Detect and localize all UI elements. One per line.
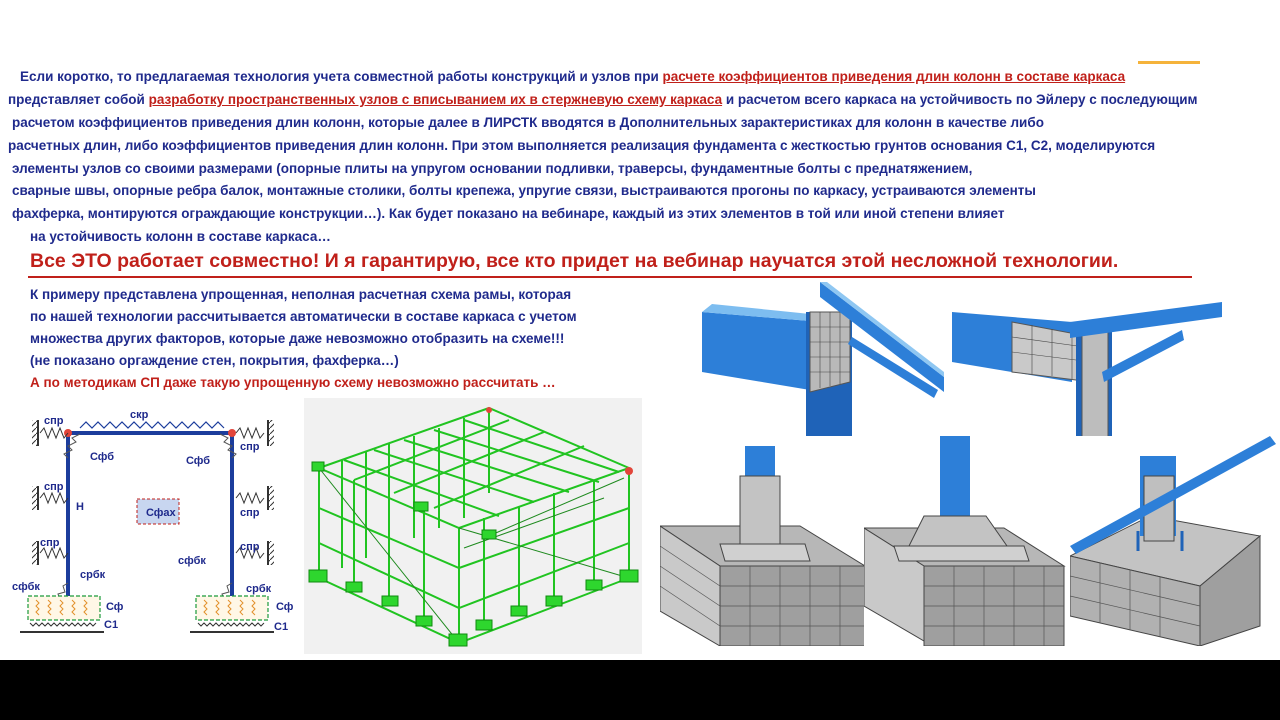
intro-line-1	[20, 68, 1125, 86]
3d-frame-model-image	[304, 398, 642, 654]
example-line-4: (не показано оргаждение стен, покрытия, фахферка…)	[30, 353, 399, 368]
label-c1: С1	[104, 619, 119, 631]
intro-text: представляет собой	[8, 92, 149, 107]
label-c1: С1	[274, 621, 289, 633]
frame-scheme-figure	[0, 398, 300, 660]
headline-underline	[28, 276, 1192, 278]
example-line-1: К примеру представлена упрощенная, неполная расчетная схема рамы, которая	[30, 287, 572, 302]
intro-line-2	[8, 91, 1198, 109]
example-line-2: по нашей технологии рассчитывается автоматически в составе каркаса с учетом	[30, 309, 577, 324]
headline: Все ЭТО работает совместно! И я гарантирую, все кто придет на вебинар научатся этой несложной технологии.	[30, 250, 1119, 272]
intro-line-3: расчетом коэффициентов приведения длин колонн, которые далее в ЛИРСТК вводятся в Дополнительных зарактеристиках для колонн в качестве либо	[12, 115, 1044, 130]
example-line-5: А по методикам СП даже такую упрощенную схему невозможно рассчитать …	[30, 375, 556, 390]
label-sf: Сф	[276, 601, 294, 613]
intro-line-6: сварные швы, опорные ребра балок, монтажные столики, болты крепежа, упругие связи, выстраиваются прогоны по каркасу, устраиваются элементы	[12, 183, 1036, 198]
label-srbk: србк	[246, 583, 272, 595]
label-spr: спр	[44, 481, 64, 493]
intro-line-4: расчетных длин, либо коэффициентов приведения длин колонн. При этом выполняется реализация фундамента с жесткостью грунтов основания С1, С2, моделируются	[8, 138, 1156, 153]
example-line-3: множества других факторов, которые даже невозможно отобразить на схеме!!!	[30, 331, 565, 346]
column-base-image-2	[864, 436, 1070, 646]
label-spr: спр	[240, 541, 260, 553]
label-sfb: Сфб	[90, 451, 115, 463]
label-skr: скр	[130, 409, 149, 421]
label-spr: спр	[240, 507, 260, 519]
beam-column-joint-image-2	[952, 282, 1222, 446]
label-spr: спр	[240, 441, 260, 453]
label-srbk: србк	[80, 569, 106, 581]
label-sfb: Сфб	[186, 455, 211, 467]
label-sfah: Сфах	[146, 507, 176, 519]
label-h: Н	[76, 501, 84, 513]
label-sfbk: сфбк	[178, 555, 206, 567]
label-sf: Сф	[106, 601, 124, 613]
intro-highlight-2: разработку пространственных узлов с вписыванием их в стержневую схему каркаса	[148, 92, 723, 107]
intro-line-8: на устойчивость колонн в составе каркаса…	[30, 229, 331, 244]
beam-column-joint-image-1	[702, 282, 944, 446]
intro-line-5: элементы узлов со своими размерами (опорные плиты на упругом основании подливки, траверсы, фундаментные болты с преднатяжением,	[12, 161, 973, 176]
label-spr: спр	[44, 415, 64, 427]
column-base-image-3	[1070, 436, 1280, 646]
intro-text: Если коротко, то предлагаемая технология учета совместной работы конструкций и узлов при	[20, 69, 663, 84]
column-base-image-1	[660, 436, 865, 646]
label-sfbk: сфбк	[12, 581, 40, 593]
label-spr: спр	[40, 537, 60, 549]
highlight-mark	[1138, 61, 1200, 64]
intro-highlight-1: расчете коэффициентов приведения длин колонн в составе каркаса	[662, 69, 1126, 84]
intro-text: и расчетом всего каркаса на устойчивость по Эйлеру с последующим	[722, 92, 1198, 107]
intro-line-7: фахферка, монтируются ограждающие конструкции…). Как будет показано на вебинаре, каждый из этих элементов в той или иной степени влияет	[12, 206, 1005, 221]
